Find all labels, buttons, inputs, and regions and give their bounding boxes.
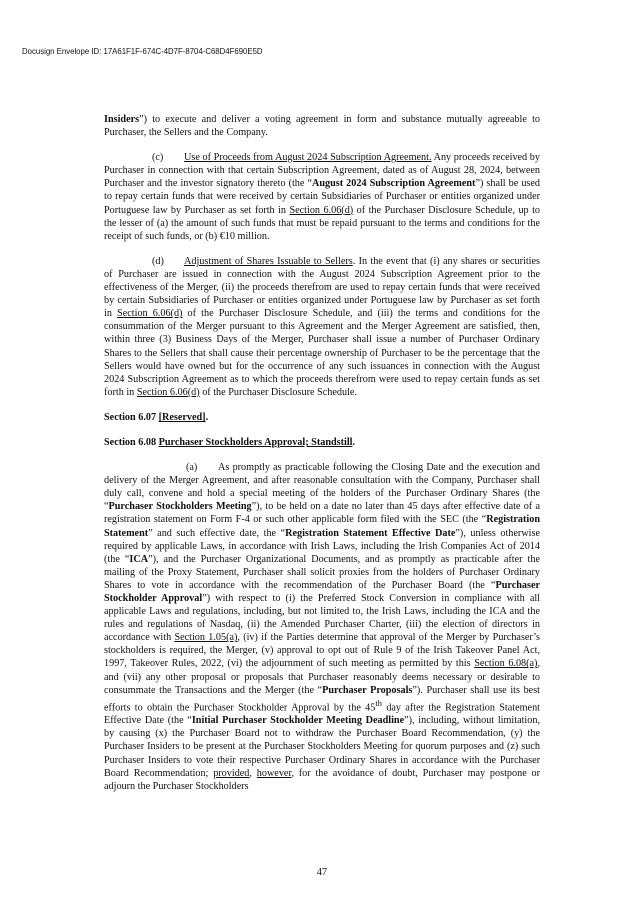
defined-term: Insiders [104,114,140,125]
proviso-term: provided [213,767,250,779]
defined-term: ICA [129,553,149,565]
section-6-07-heading: Section 6.07 [Reserved]. [104,411,209,423]
ordinal-suffix: th [375,697,382,708]
envelope-id: Docusign Envelope ID: 17A61F1F-674C-4D7F-8704-C68D4F690E5D [22,47,263,56]
defined-term: August 2024 Subscription Agreement [311,178,476,190]
page-number: 47 [316,867,328,878]
section-6-08-heading: Section 6.08 Purchaser Stockholders Approval; Standstill. [104,436,356,448]
clause-heading: Use of Proceeds from August 2024 Subscription Agreement. [184,152,432,164]
proviso-term: however [256,767,292,779]
paragraph-d: (d) Adjustment of Shares Issuable to Sellers. In the event that (i) any shares or securities of Purchaser are issued in connection with the August 2024 Subscription Agreement prior to the effectiveness of the Merger, (ii) the proceeds therefrom are used to repay certain funds that were received by certain Subsidiaries of Purchaser or entities organized under Portuguese law by Purchaser as set forth in Section 6.06(d) of the Purchaser Disclosure Schedule, and (iii) the terms and conditions for the consummation of the Merger pursuant to this Agreement and the Merger Agreement are satisfied, then, within three (3) Business Days of the Merger, Purchaser shall issue a number of Purchaser Ordinary Shares to the Sellers that shall cause their percentage ownership of Purchaser to be the percentage that the Sellers would have owned but for the occurrence of any such issuances in connection with the August 2024 Subscription Agreement as to which the proceeds therefrom were used to repay certain funds as set forth in Section 6.06(d) of the Purchaser Disclosure Schedule. [104,255,541,398]
defined-term: Purchaser Stockholder Approval [104,579,540,604]
clause-heading: Adjustment of Shares Issuable to Sellers [184,255,353,267]
paragraph-insiders: Insiders”) to execute and deliver a voting agreement in form and substance mutually agreeable to Purchaser, the Sellers and the Company. [104,114,540,139]
defined-term: Registration Statement [104,514,540,539]
paragraph-c: (c) Use of Proceeds from August 2024 Subscription Agreement. Any proceeds received by Purchaser in connection with that certain Subscription Agreement, dated as of August 28, 2024, between Purchaser and the investor signatory thereto (the “August 2024 Subscription Agreement”) shall be used to repay certain funds that were received by certain Subsidiaries of Purchaser or entities organized under Portuguese law by Purchaser as set forth in Section 6.06(d) of the Purchaser Disclosure Schedule, up to the lesser of (a) the amount of such funds that must be repaid pursuant to the terms and conditions for the receipt of such funds, or (b) €10 million. [104,152,541,242]
section-reference: Section 1.05(a) [174,632,238,644]
section-reference: Section 6.08(a) [474,658,538,670]
defined-term: Initial Purchaser Stockholder Meeting Deadline [191,715,405,727]
section-reference: Section 6.06(d) [117,308,183,320]
clause-label: (a) [186,462,198,474]
defined-term: Purchaser Stockholders Meeting [108,501,252,513]
defined-term: Registration Statement Effective Date [285,527,456,539]
page-body [104,113,540,805]
section-reference: Section 6.06(d) [136,386,200,398]
clause-label: (c) [152,152,164,164]
section-reference: Section 6.06(d) [289,204,354,216]
clause-label: (d) [152,255,164,267]
defined-term: Purchaser Proposals [322,684,413,696]
paragraph-a: (a) As promptly as practicable following the Closing Date and the execution and delivery of the Merger Agreement, and after reasonable consultation with the Company, Purchaser shall duly call, convene and hold a special meeting of the holders of the Purchaser Ordinary Shares (the “Purchaser Stockholders Meeting”), to be held on a date no later than 45 days after effective date of a registration statement on Form F-4 or such other applicable form filed with the SEC (the “Registration Statement” and such effective date, the “Registration Statement Effective Date”), unless otherwise required by applicable Laws, in accordance with Irish Laws, including the Irish Companies Act of 2014 (the “ICA”), and the Purchaser Organizational Documents, and as promptly as practicable after the mailing of the Proxy Statement, Purchaser shall solicit proxies from the holders of Purchaser Ordinary Shares to vote in accordance with the recommendation of the Purchaser Board (the “Purchaser Stockholder Approval”) with respect to (i) the Preferred Stock Conversion in compliance with all applicable Laws and regulations, including, but not limited to, the Irish Laws, including the ICA and the rules and regulations of Nasdaq, (ii) the Amended Purchaser Charter, (iii) the election of directors in accordance with Section 1.05(a), (iv) if the Parties determine that approval of the Merger by Purchaser’s stockholders is required, the Merger, (v) approval to opt out of Rule 9 of the Irish Takeover Panel Act, 1997, Takeover Rules, 2022, (vi) the adjournment of such meeting as permitted by this Section 6.08(a), and (vii) any other proposal or proposals that Purchaser reasonably deems necessary or desirable to consummate the Transactions and the Merger (the “Purchaser Proposals”). Purchaser shall use its best efforts to obtain the Purchaser Stockholder Approval by the 45th day after the Registration Statement Effective Date (the “Initial Purchaser Stockholder Meeting Deadline”), including, without limitation, by causing (x) the Purchaser Board not to withdraw the Purchaser Board Recommendation, (y) the Purchaser Insiders to be present at the Purchaser Stockholders Meeting for quorum purposes and (z) such Purchaser Insiders to vote their respective Purchaser Ordinary Shares in accordance with the Purchaser Board Recommendation; provided, however, for the avoidance of doubt, Purchaser may postpone or adjourn the Purchaser Stockholders [104,462,541,792]
